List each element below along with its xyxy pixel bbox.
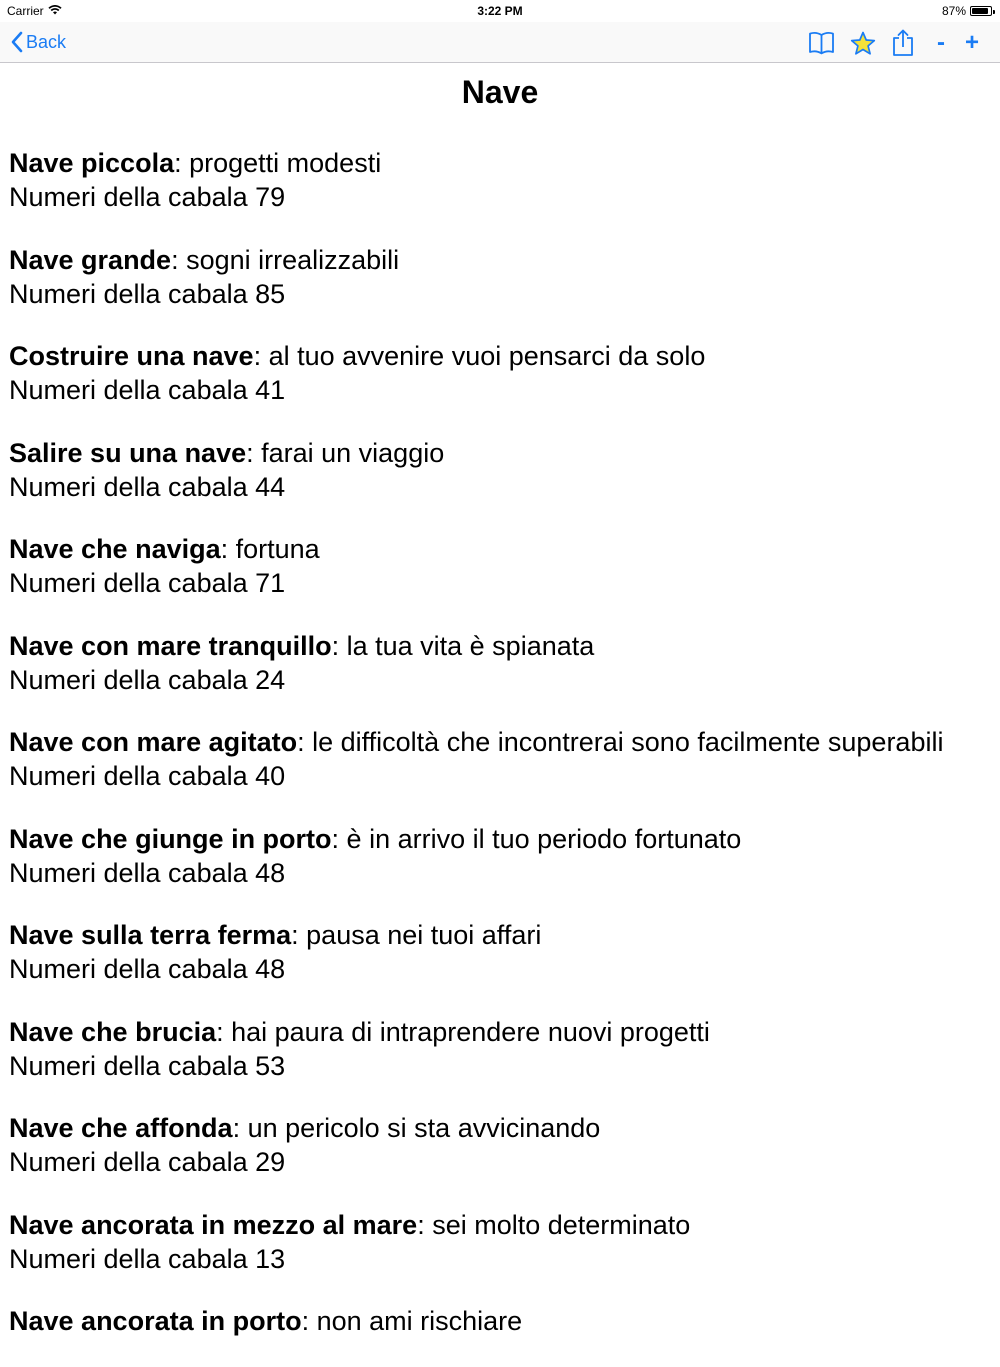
entries-list [9,146,999,1338]
entry-term: Nave che brucia [9,1016,217,1047]
entry-heading [9,339,999,373]
entry-heading [9,436,999,470]
dream-entry [9,1015,999,1083]
entry-numbers: Numeri della cabala 85 [9,278,286,309]
dream-entry [9,1304,999,1338]
entry-term: Nave ancorata in mezzo al mare [9,1209,418,1240]
entry-heading [9,629,999,663]
entry-meaning: : un pericolo si sta avvicinando [232,1113,601,1143]
back-label: Back [26,31,67,52]
entry-meaning: : sogni irrealizzabili [171,244,400,275]
entry-term: Nave sulla terra ferma [9,920,292,950]
entry-heading [9,532,999,566]
entry-numbers: Numeri della cabala 24 [9,664,286,695]
entry-term: Nave che affonda [9,1113,233,1143]
share-icon[interactable] [890,29,916,57]
entry-heading [9,822,999,856]
battery-icon [970,6,992,16]
dream-entry [9,436,999,504]
dream-entry [9,725,999,793]
dream-entry [9,243,999,311]
entry-term: Costruire una nave [9,341,254,371]
entry-heading [9,918,999,952]
entry-numbers: Numeri della cabala 44 [9,471,286,502]
entry-meaning: : la tua vita è spianata [331,630,595,661]
dream-content [9,63,999,1367]
carrier-label: Carrier [7,4,44,18]
entry-term: Nave grande [9,244,172,275]
dream-entry [9,339,999,407]
entry-meaning: : farai un viaggio [246,437,445,468]
dream-entry [9,918,999,986]
star-icon[interactable] [848,31,878,56]
entry-numbers: Numeri della cabala 48 [9,857,286,888]
status-time: 3:22 PM [477,4,523,18]
entry-numbers: Numeri della cabala 29 [9,1147,286,1177]
increase-font-button[interactable]: + [964,29,979,56]
entry-heading [9,1111,999,1145]
entry-meaning: : pausa nei tuoi affari [291,920,542,950]
page-title: Nave [461,74,539,110]
entry-numbers: Numeri della cabala 40 [9,761,286,791]
battery-percent: 87% [941,4,966,18]
dream-entry [9,146,999,214]
entry-numbers: Numeri della cabala 71 [9,568,286,598]
entry-heading [9,1304,999,1338]
entry-term: Nave piccola [9,148,175,178]
dream-entry [9,532,999,600]
toolbar [806,26,982,60]
battery-indicator [942,4,992,18]
entry-numbers: Numeri della cabala 79 [9,182,286,212]
entry-numbers: Numeri della cabala 41 [9,375,286,405]
entry-heading [9,146,999,180]
back-button[interactable] [10,28,66,56]
entry-term: Nave ancorata in porto [9,1306,302,1336]
entry-term: Nave che naviga [9,534,221,564]
navigation-bar [0,22,1000,63]
chevron-left-icon [10,31,23,53]
entry-heading [9,725,999,759]
dream-entry [9,1111,999,1179]
entry-meaning: : non ami rischiare [301,1306,523,1336]
entry-heading [9,1208,999,1242]
entry-meaning: : è in arrivo il tuo periodo fortunato [331,823,742,854]
dream-entry [9,1208,999,1276]
entry-meaning: : fortuna [220,534,320,564]
entry-numbers: Numeri della cabala 13 [9,1243,286,1274]
entry-numbers: Numeri della cabala 48 [9,954,286,984]
entry-term: Salire su una nave [9,437,247,468]
entry-meaning: : al tuo avvenire vuoi pensarci da solo [253,341,706,371]
entry-heading [9,243,999,277]
entry-meaning: : le difficoltà che incontrerai sono facilmente superabili [297,727,944,757]
entry-meaning: : progetti modesti [174,148,382,178]
entry-heading [9,1015,999,1049]
entry-meaning: : sei molto determinato [417,1209,691,1240]
book-icon[interactable] [806,31,836,55]
entry-term: Nave con mare agitato [9,727,298,757]
decrease-font-button[interactable]: - [937,29,945,56]
status-bar [0,0,1000,22]
entry-meaning: : hai paura di intraprendere nuovi progetti [216,1016,710,1047]
dream-entry [9,629,999,697]
entry-term: Nave con mare tranquillo [9,630,332,661]
entry-term: Nave che giunge in porto [9,823,332,854]
entry-numbers: Numeri della cabala 53 [9,1050,286,1081]
dream-entry [9,822,999,890]
